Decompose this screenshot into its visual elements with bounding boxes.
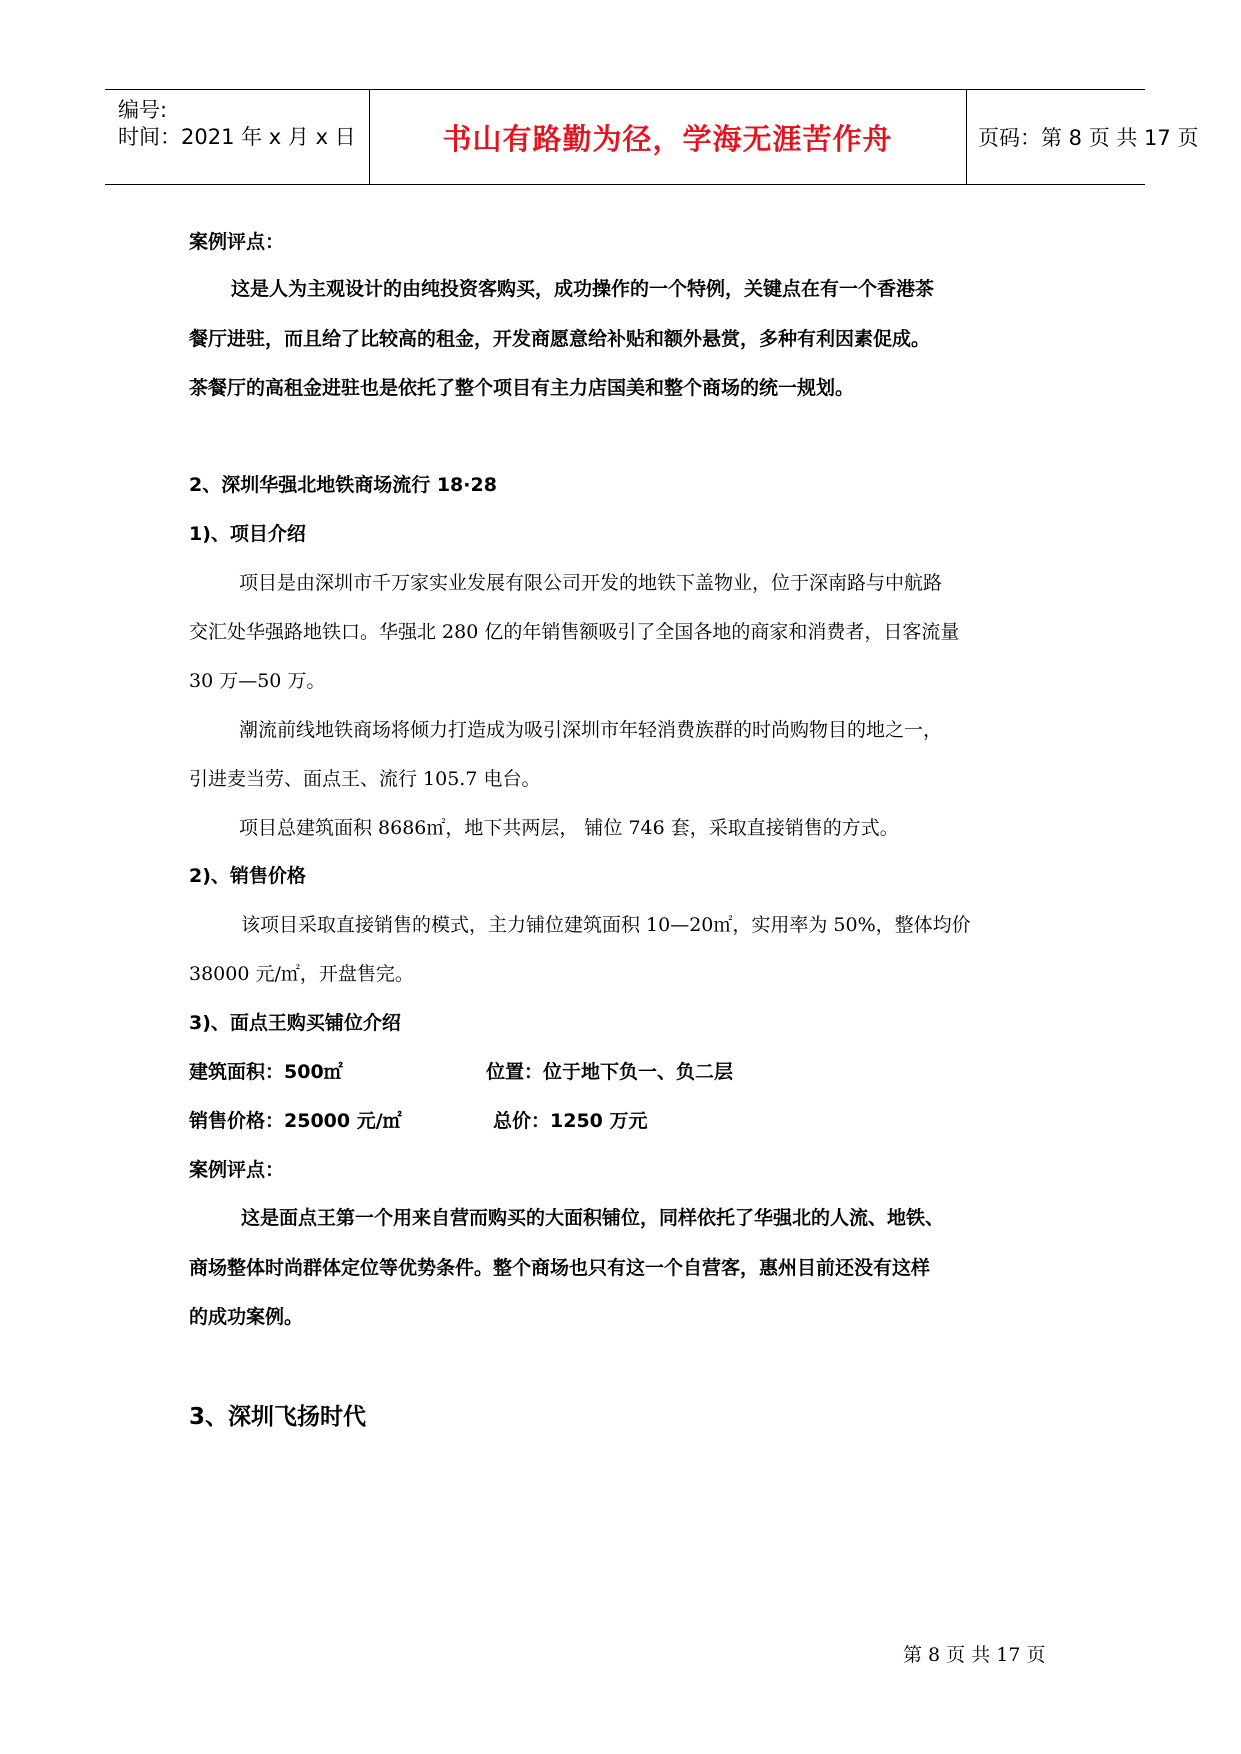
sales-price-heading: 2)、销售价格 — [189, 865, 306, 887]
intro-paragraph-line: 潮流前线地铁商场将倾力打造成为吸引深圳市年轻消费族群的时尚购物目的地之一， — [239, 719, 943, 741]
shop-purchase-heading: 3)、面点王购买铺位介绍 — [189, 1012, 401, 1034]
review-paragraph-line: 茶餐厅的高租金进驻也是依托了整个项目有主力店国美和整个商场的统一规划。 — [189, 377, 855, 399]
intro-paragraph-line: 30 万—50 万。 — [189, 670, 326, 692]
review-paragraph-line: 这是面点王第一个用来自营而购买的大面积铺位，同样依托了华强北的人流、地铁、 — [241, 1207, 945, 1229]
intro-paragraph-line: 项目总建筑面积 8686㎡，地下共两层， 铺位 746 套，采取直接销售的方式。 — [239, 817, 899, 839]
project-intro-heading: 1)、项目介绍 — [189, 523, 306, 545]
building-area-label: 建筑面积：500㎡ — [189, 1061, 343, 1083]
price-paragraph-line: 该项目采取直接销售的模式，主力铺位建筑面积 10—20㎡，实用率为 50%，整体均价 — [241, 914, 971, 936]
case-3-title: 3、深圳飞扬时代 — [189, 1404, 367, 1430]
review-paragraph-line: 的成功案例。 — [189, 1306, 304, 1328]
review-heading: 案例评点： — [189, 1159, 285, 1181]
page-header — [105, 89, 1199, 185]
document-number-label: 编号: — [118, 98, 168, 122]
review-heading: 案例评点： — [189, 231, 285, 253]
header-page-cell — [966, 90, 1199, 184]
total-price-label: 总价：1250 万元 — [493, 1110, 648, 1132]
intro-paragraph-line: 项目是由深圳市千万家实业发展有限公司开发的地铁下盖物业，位于深南路与中航路 — [239, 572, 943, 594]
unit-price-label: 销售价格：25000 元/㎡ — [189, 1110, 402, 1132]
document-time-label: 时间：2021 年 x 月 x 日 — [118, 125, 356, 149]
location-label: 位置：位于地下负一、负二层 — [486, 1061, 734, 1083]
header-page-number: 页码：第 8 页 共 17 页 — [978, 126, 1199, 150]
intro-paragraph-line: 交汇处华强路地铁口。华强北 280 亿的年销售额吸引了全国各地的商家和消费者，日客流量 — [189, 621, 960, 643]
review-paragraph-line: 这是人为主观设计的由纯投资客购买，成功操作的一个特例，关键点在有一个香港茶 — [231, 278, 935, 300]
page-footer: 第 8 页 共 17 页 — [903, 1644, 1046, 1666]
header-motto-cell — [369, 90, 967, 184]
motto-text: 书山有路勤为径，学海无涯苦作舟 — [442, 121, 893, 156]
header-info-cell — [105, 90, 370, 184]
price-paragraph-line: 38000 元/㎡，开盘售完。 — [189, 963, 414, 985]
intro-paragraph-line: 引进麦当劳、面点王、流行 105.7 电台。 — [189, 768, 541, 790]
review-paragraph-line: 商场整体时尚群体定位等优势条件。整个商场也只有这一个自营客，惠州目前还没有这样 — [189, 1257, 931, 1279]
review-paragraph-line: 餐厅进驻，而且给了比较高的租金，开发商愿意给补贴和额外悬赏，多种有利因素促成。 — [189, 328, 931, 350]
case-2-title: 2、深圳华强北地铁商场流行 18·28 — [189, 474, 497, 496]
